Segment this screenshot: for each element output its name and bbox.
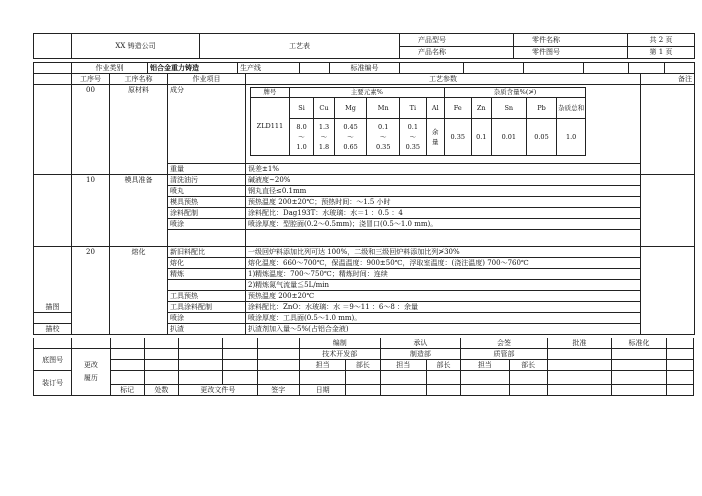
impurity-value: 0.01 <box>491 119 526 156</box>
col-remark: 备注 <box>641 74 695 85</box>
sign-label: 签字 <box>257 385 299 396</box>
compile-label: 编制 <box>299 338 380 349</box>
element-header: Pb <box>526 98 557 119</box>
work-item: 重量 <box>168 163 246 174</box>
minister-label: 部长 <box>509 360 547 371</box>
alloy-grade: ZLD111 <box>251 98 290 156</box>
countersign-label: 会签 <box>461 338 548 349</box>
element-header: Al <box>426 98 444 119</box>
standardize-label: 标准化 <box>612 338 666 349</box>
work-type-label: 作业类别 <box>72 63 148 74</box>
param-text: 预热温度 200±20℃ <box>246 290 641 301</box>
header-table <box>33 33 695 59</box>
work-item: 新旧料配比 <box>168 246 246 257</box>
element-header: Sn <box>491 98 526 119</box>
in-charge-label: 担当 <box>299 360 345 371</box>
footer-table <box>33 338 694 396</box>
element-header: Mg <box>334 98 367 119</box>
element-header: Cu <box>314 98 334 119</box>
minister-label: 部长 <box>426 360 460 371</box>
work-item: 喷丸 <box>168 185 246 196</box>
work-item: 精炼 <box>168 268 246 279</box>
col-step-no: 工序号 <box>72 74 110 85</box>
work-item: 工具涂料配制 <box>168 301 246 312</box>
work-item: 喷涂 <box>168 218 246 229</box>
main-elements-label: 主要元素% <box>289 88 444 98</box>
product-model-label: 产品型号 <box>400 34 514 47</box>
change-history-label: 履历 <box>83 374 98 382</box>
param-text: 涂料配比：ZnO：水玻璃：水 ＝9～11 ：6～8 ：余量 <box>246 301 641 312</box>
element-header: Zn <box>471 98 491 119</box>
undertake-label: 承认 <box>380 338 461 349</box>
col-step-name: 工序名称 <box>110 74 168 85</box>
work-item: 成分 <box>168 85 246 164</box>
mark-label: 标记 <box>110 385 144 396</box>
range-value: 0.1 <box>407 123 418 131</box>
param-text: 一级回炉料添加比列可达 100%，二级和三级回炉料添加比列≯30% <box>246 246 641 257</box>
param-text: 误差±1% <box>246 163 641 174</box>
step-no: 00 <box>72 85 110 164</box>
step-name: 原材料 <box>110 85 168 164</box>
param-text: 钢丸直径≤0.1mm <box>246 185 641 196</box>
doc-title: 工艺表 <box>200 34 400 59</box>
param-text: 扒渣剂加入量～5%(占铝合金液) <box>246 323 641 334</box>
step-name: 熔化 <box>110 246 168 334</box>
part-name-label: 零件名称 <box>514 34 628 47</box>
approve-label: 批准 <box>547 338 611 349</box>
element-header: 杂质总和 <box>557 98 586 119</box>
col-params: 工艺参数 <box>246 74 641 85</box>
work-item: 扒渣 <box>168 323 246 334</box>
param-text: 涂料配比：Dag193T：水玻璃：水＝1 ：0.5 ：4 <box>246 207 641 218</box>
al-balance: 量 <box>432 138 439 146</box>
work-type-value: 铝合金重力铸造 <box>148 63 238 74</box>
param-text: 喷涂厚度：型腔面(0.2～0.5mm)；浇冒口(0.5～1.0 mm)。 <box>246 218 641 229</box>
dept-tech: 技术开发部 <box>299 349 380 360</box>
composition-table <box>250 87 586 156</box>
range-value: 1.8 <box>318 143 330 151</box>
minister-label: 部长 <box>346 360 380 371</box>
range-value: 8.0 <box>296 123 307 131</box>
dept-mfg: 制造部 <box>380 349 461 360</box>
range-sep: ～ <box>320 133 328 141</box>
process-sheet <box>33 33 694 443</box>
range-value: 0.35 <box>375 143 391 151</box>
impurity-value: 1.0 <box>557 119 586 156</box>
part-drawing-label: 零件图号 <box>514 46 628 59</box>
element-header: Si <box>289 98 314 119</box>
range-value: 1.3 <box>318 123 330 131</box>
col-work-item: 作业项目 <box>168 74 246 85</box>
composition-cell <box>246 85 641 164</box>
impurity-value: 0.35 <box>444 119 471 156</box>
bind-no-label: 装订号 <box>34 371 72 396</box>
al-balance: 余 <box>432 128 439 136</box>
param-text: 喷涂厚度：工具面(0.5～1.0 mm)。 <box>246 312 641 323</box>
product-name-label: 产品名称 <box>400 46 514 59</box>
base-no-label: 底图号 <box>34 349 72 371</box>
in-charge-label: 担当 <box>380 360 426 371</box>
in-charge-label: 担当 <box>461 360 509 371</box>
range-value: 0.65 <box>343 143 358 151</box>
param-text: 预热温度 200±20℃；预热时间：～1.5 小时 <box>246 196 641 207</box>
impurity-value: 0.05 <box>526 119 557 156</box>
work-item: 涂料配制 <box>168 207 246 218</box>
company-name: XX 铸造公司 <box>72 34 200 59</box>
element-header: Mn <box>367 98 400 119</box>
range-sep: ～ <box>347 133 354 141</box>
range-value: 0.1 <box>378 123 389 131</box>
element-header: Fe <box>444 98 471 119</box>
trace-label: 描图 <box>34 301 72 312</box>
work-item: 工具预热 <box>168 290 246 301</box>
page-number: 第 1 页 <box>628 46 695 59</box>
date-label: 日期 <box>299 385 345 396</box>
work-item: 熔化 <box>168 257 246 268</box>
impurity-label: 杂质含量%(≯) <box>444 88 585 98</box>
total-pages: 共 2 页 <box>628 34 695 47</box>
change-history-label: 更改 <box>83 361 98 369</box>
step-name: 模具准备 <box>110 174 168 246</box>
range-sep: ～ <box>379 133 387 141</box>
check-label: 描校 <box>34 323 72 334</box>
work-item: 喷涂 <box>168 312 246 323</box>
param-text: 熔化温度：660～700℃，保温温度：900±50℃，浮取室温度：(浇注温度) 700～760℃ <box>246 257 641 268</box>
work-item: 清洗油污 <box>168 174 246 185</box>
work-item: 模具预热 <box>168 196 246 207</box>
step-no: 10 <box>72 174 110 246</box>
element-header: Ti <box>400 98 427 119</box>
range-sep: ～ <box>409 133 417 141</box>
step-no: 20 <box>72 246 110 334</box>
param-text: 1)精炼温度：700～750℃；精炼时间：连续 <box>246 268 641 279</box>
process-table <box>33 73 695 335</box>
change-doc-label: 更改文件号 <box>179 385 258 396</box>
range-value: 0.35 <box>405 143 421 151</box>
std-no-label: 标准编号 <box>330 63 400 74</box>
range-value: 0.45 <box>343 123 358 131</box>
line-label: 生产线 <box>238 63 300 74</box>
param-text: 2)精炼氮气流量≦5L/min <box>246 279 641 290</box>
range-sep: ～ <box>298 133 305 141</box>
impurity-value: 0.1 <box>471 119 491 156</box>
grade-label: 牌号 <box>251 88 290 98</box>
dept-qa: 质管部 <box>461 349 548 360</box>
count-label: 处数 <box>144 385 178 396</box>
param-text: 碱液度~20% <box>246 174 641 185</box>
range-value: 1.0 <box>296 143 307 151</box>
